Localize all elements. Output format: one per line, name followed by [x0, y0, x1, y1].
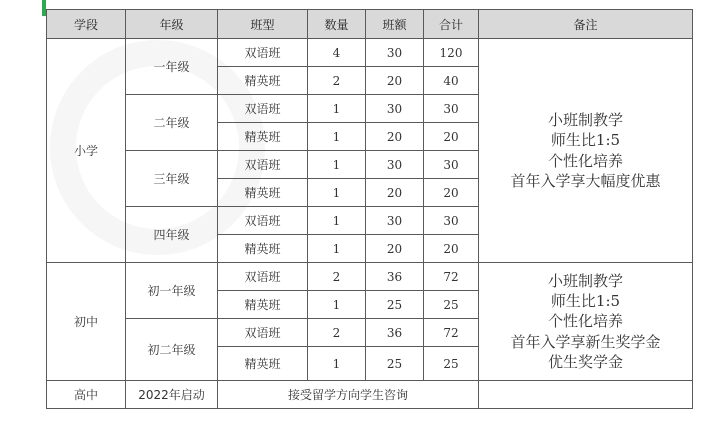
size-cell: 30 — [366, 151, 424, 179]
size-cell: 25 — [366, 291, 424, 319]
total-cell: 30 — [424, 151, 479, 179]
total-cell: 20 — [424, 235, 479, 263]
total-cell: 72 — [424, 263, 479, 291]
class-type-cell: 双语班 — [218, 207, 308, 235]
count-cell: 1 — [308, 151, 366, 179]
grade-cell: 初一年级 — [126, 263, 218, 319]
class-type-cell: 精英班 — [218, 347, 308, 381]
notes-cell — [479, 263, 693, 381]
size-cell: 30 — [366, 95, 424, 123]
note-line: 优生奖学金 — [547, 352, 623, 371]
class-type-cell: 双语班 — [218, 95, 308, 123]
class-type-cell: 双语班 — [218, 319, 308, 347]
size-cell: 36 — [366, 319, 424, 347]
count-cell: 4 — [308, 39, 366, 67]
class-type-cell: 精英班 — [218, 123, 308, 151]
total-cell: 120 — [424, 39, 479, 67]
note-line: 师生比1:5 — [550, 292, 621, 311]
header-grade: 年级 — [126, 10, 218, 39]
notes-cell — [479, 39, 693, 263]
header-total: 合计 — [424, 10, 479, 39]
count-cell: 1 — [308, 95, 366, 123]
total-cell: 72 — [424, 319, 479, 347]
total-cell: 40 — [424, 67, 479, 95]
table-row — [47, 39, 693, 67]
header-class-size: 班额 — [366, 10, 424, 39]
count-cell: 1 — [308, 235, 366, 263]
grade-cell: 2022年启动 — [126, 381, 218, 409]
class-type-cell: 精英班 — [218, 291, 308, 319]
size-cell: 30 — [366, 39, 424, 67]
count-cell: 2 — [308, 263, 366, 291]
size-cell: 36 — [366, 263, 424, 291]
note-line: 个性化培养 — [547, 312, 623, 331]
size-cell: 20 — [366, 67, 424, 95]
grade-cell: 三年级 — [126, 151, 218, 207]
grade-cell: 二年级 — [126, 95, 218, 151]
count-cell: 1 — [308, 347, 366, 381]
grade-cell: 初二年级 — [126, 319, 218, 381]
class-plan-table — [46, 9, 693, 409]
total-cell: 30 — [424, 207, 479, 235]
count-cell: 1 — [308, 207, 366, 235]
class-type-cell: 精英班 — [218, 179, 308, 207]
total-cell: 25 — [424, 291, 479, 319]
grade-cell: 一年级 — [126, 39, 218, 95]
note-line: 小班制教学 — [547, 271, 623, 290]
header-row — [47, 10, 693, 39]
header-class-type: 班型 — [218, 10, 308, 39]
size-cell: 20 — [366, 123, 424, 151]
stage-cell: 高中 — [47, 381, 126, 409]
class-type-cell: 精英班 — [218, 235, 308, 263]
size-cell: 25 — [366, 347, 424, 381]
class-type-cell: 双语班 — [218, 263, 308, 291]
total-cell: 30 — [424, 95, 479, 123]
count-cell: 2 — [308, 67, 366, 95]
count-cell: 1 — [308, 291, 366, 319]
total-cell: 25 — [424, 347, 479, 381]
count-cell: 1 — [308, 179, 366, 207]
count-cell: 1 — [308, 123, 366, 151]
note-line: 小班制教学 — [547, 111, 623, 129]
total-cell: 20 — [424, 179, 479, 207]
size-cell: 20 — [366, 179, 424, 207]
table-row — [47, 381, 693, 409]
info-cell: 接受留学方向学生咨询 — [218, 381, 479, 409]
note-line: 个性化培养 — [547, 151, 623, 170]
stage-cell: 小学 — [47, 39, 126, 263]
table-row — [47, 263, 693, 291]
header-stage: 学段 — [47, 10, 126, 39]
size-cell: 20 — [366, 235, 424, 263]
count-cell: 2 — [308, 319, 366, 347]
class-type-cell: 精英班 — [218, 67, 308, 95]
header-notes: 备注 — [479, 10, 693, 39]
class-type-cell: 双语班 — [218, 151, 308, 179]
size-cell: 30 — [366, 207, 424, 235]
total-cell: 20 — [424, 123, 479, 151]
header-count: 数量 — [308, 10, 366, 39]
grade-cell: 四年级 — [126, 207, 218, 263]
note-line: 首年入学享大幅度优惠 — [510, 171, 661, 190]
note-line: 师生比1:5 — [550, 131, 621, 150]
stage-cell: 初中 — [47, 263, 126, 381]
class-type-cell: 双语班 — [218, 39, 308, 67]
notes-cell — [479, 381, 693, 409]
note-line: 首年入学享新生奖学金 — [510, 332, 661, 351]
